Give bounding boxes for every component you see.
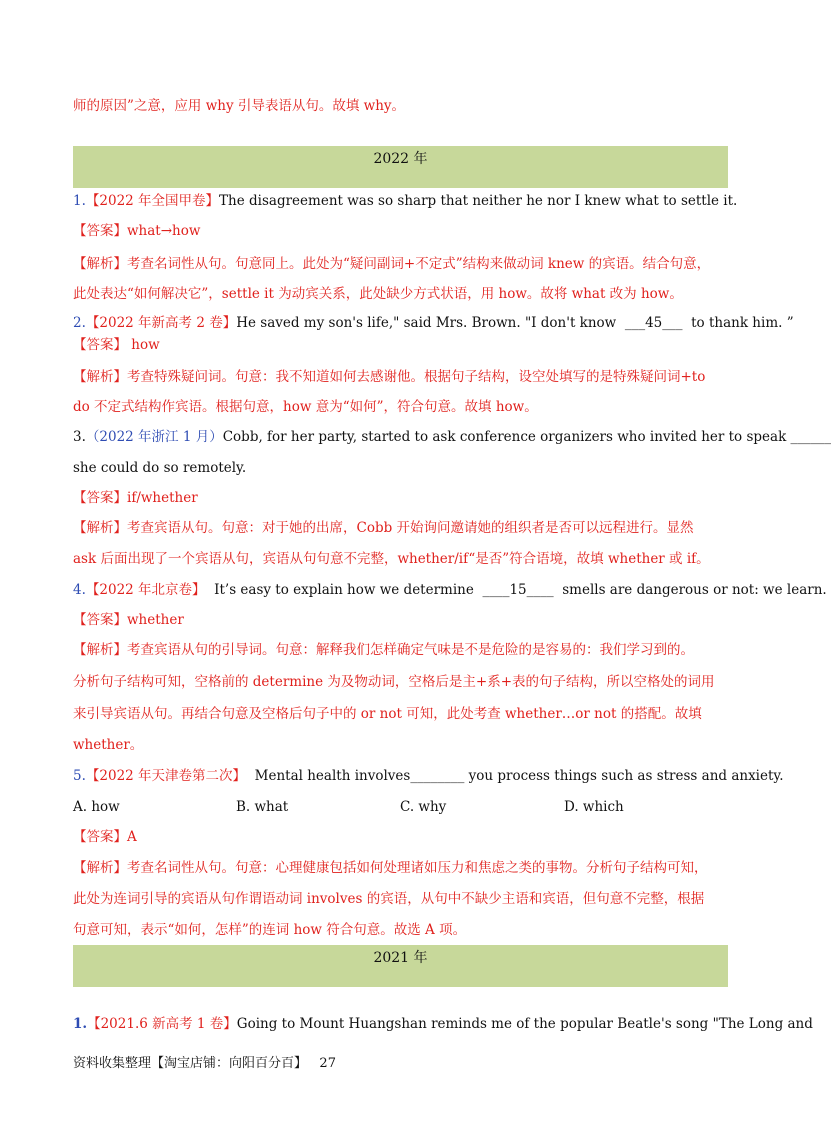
question-text-b: smells are dangerous or not: we learn. [562, 582, 827, 598]
answer-5-2022: 【答案】A [73, 829, 137, 845]
answer-3-2022: 【答案】if/whether [73, 490, 198, 506]
question-3-2022-line-2: she could do so remotely. [73, 460, 247, 476]
page-number: 27 [319, 1056, 336, 1071]
section-band-2021 [73, 945, 728, 987]
question-text-a: He saved my son's life," said Mrs. Brown. "I don't know [236, 315, 617, 331]
question-number: 2. [73, 315, 86, 331]
analysis-3-2022-line-1: 【解析】考查宾语从句。句意：对于她的出席，Cobb 开始询问邀请她的组织者是否可以远程进行。显然 [73, 520, 694, 536]
answer-2-2022: 【答案】 how [73, 337, 160, 353]
analysis-1-2022-line-1: 【解析】考查名词性从句。句意同上。此处为“疑问副词+不定式”结构来做动词 knew 的宾语。结合句意， [73, 256, 711, 272]
section-title-2021: 2021 年 [373, 950, 428, 966]
question-number: 3. [73, 429, 86, 445]
question-source: 【2022 年北京卷】 [85, 582, 206, 598]
question-text-line-1: Cobb, for her party, started to ask conference organizers who invited her to speak ______ [222, 429, 831, 445]
analysis-4-2022-line-1: 【解析】考查宾语从句的引导词。句意：解释我们怎样确定气味是不是危险的是容易的：我们学习到的。 [73, 642, 694, 658]
question-2-2022 [73, 313, 794, 333]
analysis-2-2022-line-1: 【解析】考查特殊疑问词。句意：我不知道如何去感谢他。根据句子结构，设空处填写的是特殊疑问词+to [73, 369, 706, 385]
option-a: A. how [73, 799, 120, 815]
answer-4-2022: 【答案】whether [73, 612, 184, 628]
question-number: 5. [73, 768, 86, 784]
option-b: B. what [236, 799, 289, 815]
analysis-1-2022-line-2: 此处表达“如何解决它”，settle it 为动宾关系，此处缺少方式状语，用 how。故将 what 改为 how。 [73, 286, 683, 302]
analysis-3-2022-line-2: ask 后面出现了一个宾语从句，宾语从句句意不完整，whether/if“是否”符合语境，故填 whether 或 if。 [73, 551, 710, 567]
analysis-5-2022-line-3: 句意可知，表示“如何，怎样”的连词 how 符合句意。故选 A 项。 [73, 922, 467, 938]
question-text: The disagreement was so sharp that neither he nor I knew what to settle it. [219, 193, 738, 209]
analysis-4-2022-line-4: whether。 [73, 737, 144, 753]
question-3-2022 [73, 427, 831, 447]
top-continuation-line: 师的原因”之意，应用 why 引导表语从句。故填 why。 [73, 98, 406, 114]
analysis-5-2022-line-1: 【解析】考查名词性从句。句意：心理健康包括如何处理诸如压力和焦虑之类的事物。分析句子结构可知， [73, 860, 708, 876]
analysis-5-2022-line-2: 此处为连词引导的宾语从句作谓语动词 involves 的宾语，从句中不缺少主语和宾语，但句意不完整，根据 [73, 891, 705, 907]
answer-1-2022: 【答案】what→how [73, 223, 201, 239]
question-4-2022 [73, 580, 827, 600]
question-text-a: It’s easy to explain how we determine [214, 582, 474, 598]
analysis-2-2022-line-2: do 不定式结构作宾语。根据句意，how 意为“如何”，符合句意。故填 how。 [73, 399, 538, 415]
question-5-2022 [73, 766, 784, 786]
answer-blank: ____15____ [482, 582, 554, 598]
question-text: Going to Mount Huangshan reminds me of the popular Beatle's song "The Long and [236, 1016, 813, 1032]
footer-source: 资料收集整理【淘宝店铺：向阳百分百】 [73, 1056, 308, 1071]
question-number: 4. [73, 582, 86, 598]
question-1-2021 [73, 1014, 813, 1034]
question-number: 1. [73, 1016, 88, 1032]
question-source: 【2021.6 新高考 1 卷】 [87, 1016, 237, 1032]
question-source: （2022 年浙江 1 月） [85, 429, 223, 445]
answer-blank: ___45___ [624, 315, 683, 331]
question-1-2022 [73, 191, 738, 211]
question-number: 1. [73, 193, 86, 209]
question-source: 【2022 年全国甲卷】 [85, 193, 220, 209]
option-c: C. why [400, 799, 447, 815]
question-source: 【2022 年新高考 2 卷】 [85, 315, 237, 331]
page-footer [73, 1052, 336, 1071]
analysis-4-2022-line-3: 来引导宾语从句。再结合句意及空格后句子中的 or not 可知，此处考查 whether…or not 的搭配。故填 [73, 706, 702, 722]
question-text: Mental health involves________ you process things such as stress and anxiety. [254, 768, 784, 784]
analysis-4-2022-line-2: 分析句子结构可知，空格前的 determine 为及物动词，空格后是主+系+表的句子结构，所以空格处的词用 [73, 674, 715, 690]
question-text-b: to thank him. ” [691, 315, 794, 331]
section-band-2022 [73, 146, 728, 188]
option-d: D. which [564, 799, 624, 815]
question-source: 【2022 年天津卷第二次】 [85, 768, 247, 784]
section-title-2022: 2022 年 [373, 151, 428, 167]
